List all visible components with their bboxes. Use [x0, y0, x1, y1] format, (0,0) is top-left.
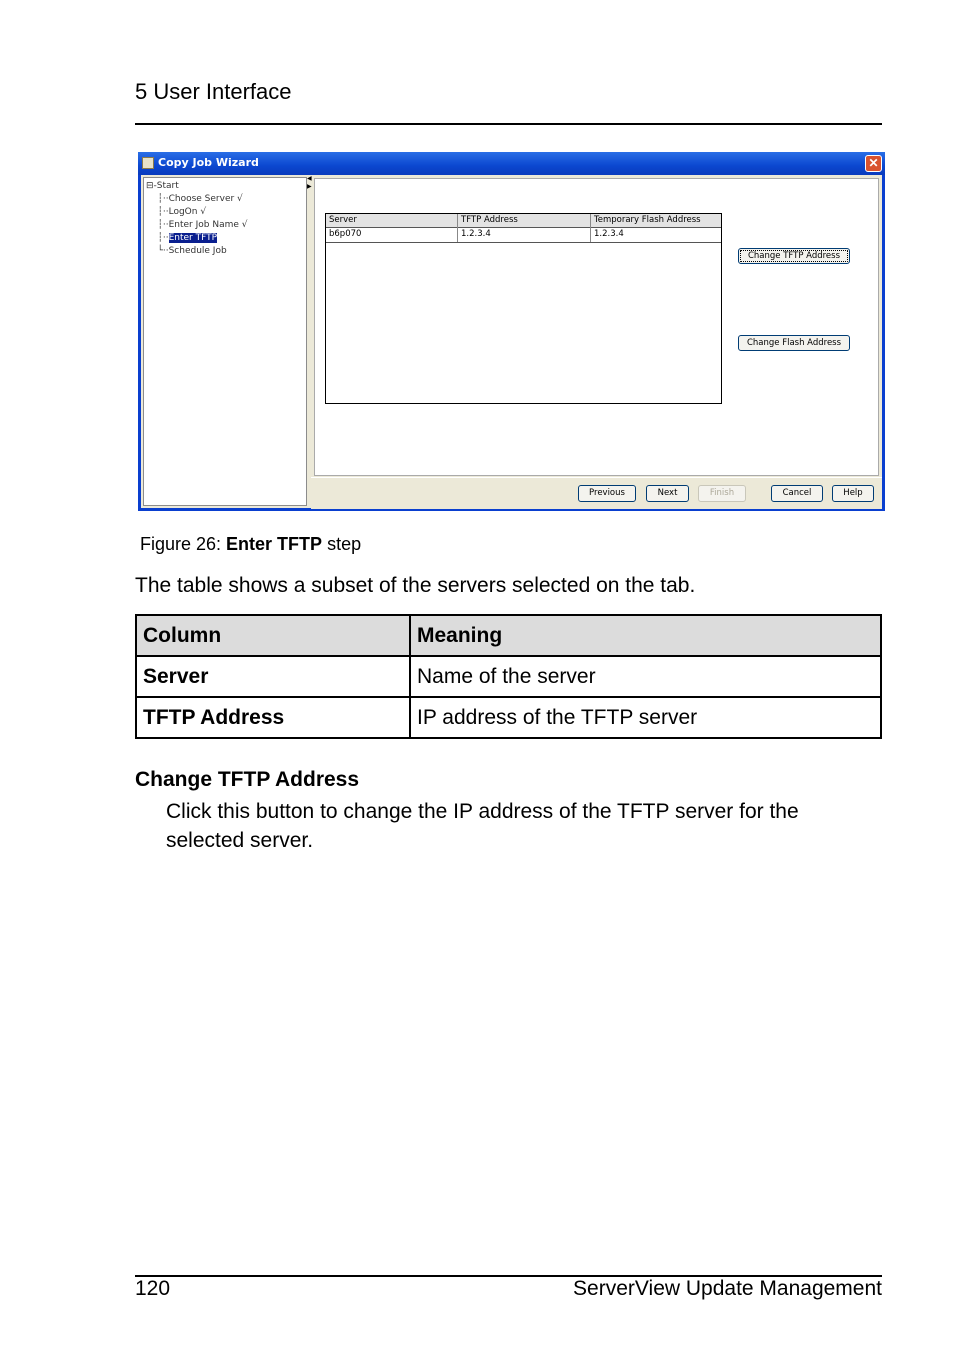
- cell-server: b6p070: [329, 229, 362, 239]
- definition-text: Click this button to change the IP address of the TFTP server for the selected server.: [166, 800, 799, 852]
- tree-item-logon[interactable]: ┆··LogOn √: [146, 207, 207, 217]
- finish-button[interactable]: Finish: [698, 485, 746, 502]
- caption-bold: Enter TFTP: [226, 534, 323, 554]
- help-button[interactable]: Help: [832, 485, 874, 502]
- close-button[interactable]: ✕: [865, 155, 882, 172]
- tree-list: [146, 180, 248, 258]
- change-tftp-address-button[interactable]: Change TFTP Address: [738, 248, 850, 264]
- cancel-button[interactable]: Cancel: [771, 485, 823, 502]
- window-titlebar: [138, 152, 885, 175]
- column-header-temporary-flash-address[interactable]: Temporary Flash Address: [594, 215, 701, 225]
- window-title: Copy Job Wizard: [158, 156, 259, 169]
- splitter-expand-right-icon[interactable]: ▶: [307, 184, 312, 190]
- table-row: [136, 656, 881, 697]
- wizard-steps-tree: [143, 177, 307, 506]
- cell-temporary-flash-address: 1.2.3.4: [594, 229, 624, 239]
- tree-item-enter-job-name[interactable]: ┆··Enter Job Name √: [146, 220, 248, 230]
- wizard-button-bar: [311, 477, 882, 509]
- definition-term: Change TFTP Address: [135, 768, 360, 791]
- cell-tftp-address: 1.2.3.4: [461, 229, 491, 239]
- cell-column: TFTP Address: [136, 697, 410, 738]
- table-header-row: [136, 615, 881, 656]
- change-flash-address-button[interactable]: Change Flash Address: [738, 335, 850, 351]
- step-content-panel: [314, 178, 879, 476]
- server-table-header: [326, 214, 721, 228]
- footer-title: ServerView Update Management: [573, 1277, 882, 1300]
- previous-button[interactable]: Previous: [578, 485, 636, 502]
- header-meaning: Meaning: [410, 615, 881, 656]
- table-row[interactable]: [326, 228, 721, 243]
- header-column: Column: [136, 615, 410, 656]
- next-button[interactable]: Next: [646, 485, 689, 502]
- header-rule: [135, 123, 882, 125]
- tree-root-start[interactable]: ⊟-Start: [146, 181, 179, 191]
- page-number: 120: [135, 1277, 171, 1300]
- intro-paragraph: The table shows a subset of the servers selected on the tab.: [135, 574, 696, 597]
- splitter-collapse-left-icon[interactable]: ◀: [307, 176, 312, 182]
- column-meaning-table: [135, 614, 882, 739]
- table-row: [136, 697, 881, 738]
- java-cup-icon: [142, 157, 154, 169]
- server-table: [325, 213, 722, 404]
- tree-item-enter-tftp[interactable]: ┆··Enter TFTP: [146, 233, 218, 243]
- tree-item-choose-server[interactable]: ┆··Choose Server √: [146, 194, 243, 204]
- pane-splitter[interactable]: [307, 175, 312, 508]
- column-header-tftp-address[interactable]: TFTP Address: [461, 215, 518, 225]
- caption-prefix: Figure 26:: [140, 534, 227, 554]
- copy-job-wizard-window: [138, 152, 885, 511]
- running-header: 5 User Interface: [135, 79, 292, 104]
- column-header-server[interactable]: Server: [329, 215, 357, 225]
- cell-column: Server: [136, 656, 410, 697]
- window-client-area: [141, 175, 882, 508]
- caption-suffix: step: [322, 534, 362, 554]
- tree-item-schedule-job[interactable]: └··Schedule Job: [146, 246, 227, 256]
- cell-meaning: Name of the server: [410, 656, 881, 697]
- cell-meaning: IP address of the TFTP server: [410, 697, 881, 738]
- figure-caption: [140, 534, 361, 555]
